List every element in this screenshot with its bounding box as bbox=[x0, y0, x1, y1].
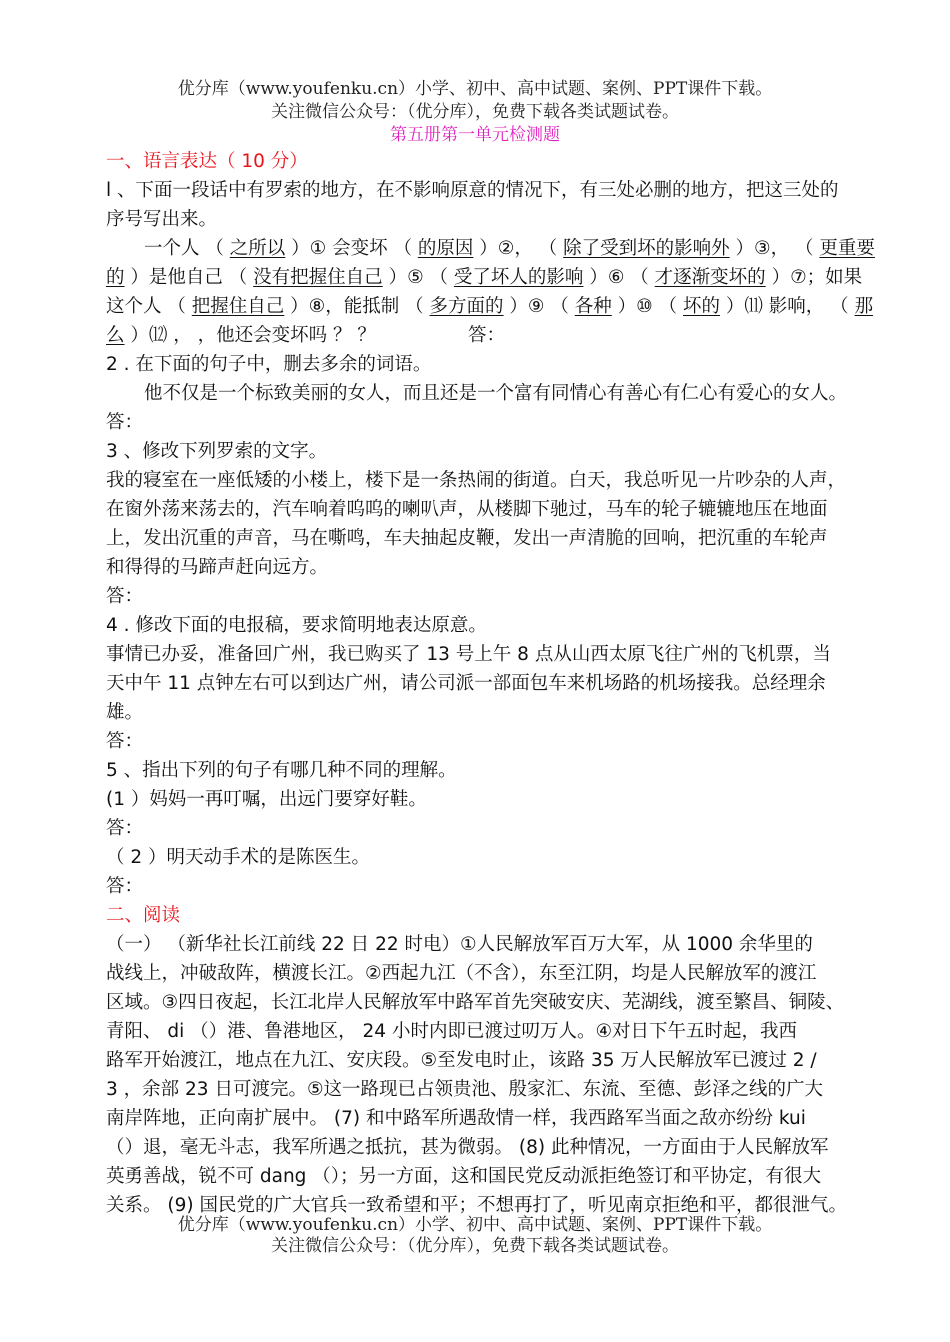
q3-prompt: 3 、修改下列罗索的文字。 bbox=[106, 441, 328, 462]
reading-line: 青阳、 di （）港、鲁港地区， 24 小时内即已渡过叨万人。④对日下午五时起，我西 bbox=[106, 1021, 798, 1042]
reading-line: 3 ，余部 23 日可渡完。⑤这一路现已占领贵池、殷家汇、东流、至德、彭泽之线的广大 bbox=[106, 1079, 824, 1100]
text-run: ）③， （ bbox=[729, 238, 820, 259]
q4-answer-label: 答： bbox=[106, 731, 144, 752]
footer-line-1: 优分库（www.youfenku.cn）小学、初中、高中试题、案例、PPT课件下载。 bbox=[177, 1215, 773, 1235]
q2-sentence: 他不仅是一个标致美丽的女人，而且还是一个富有同情心有善心有仁心有爱心的女人。 bbox=[144, 383, 848, 404]
text-run: 一个人 （ bbox=[144, 238, 230, 259]
q4-prompt: 4 . 修改下面的电报稿，要求简明地表达原意。 bbox=[106, 615, 487, 636]
q1-passage-line-4 bbox=[106, 323, 886, 349]
text-run: ）⑥ （ bbox=[583, 267, 655, 288]
underlined-phrase: 把握住自己 bbox=[191, 296, 285, 317]
underlined-phrase: 受了坏人的影响 bbox=[453, 267, 584, 288]
q5-answer-label-1: 答： bbox=[106, 818, 144, 839]
reading-line: 路军开始渡江，地点在九江、安庆段。⑤至发电时止，该路 35 万人民解放军已渡过 2 / bbox=[106, 1050, 817, 1071]
q4-text-line-2: 天中午 11 点钟左右可以到达广州，请公司派一部面包车来机场路的机场接我。总经理余 bbox=[106, 673, 826, 694]
text-run: ）⑧，能抵制 （ bbox=[284, 296, 430, 317]
section-2-heading: 二、阅读 bbox=[106, 905, 181, 926]
q5-prompt: 5 、指出下列的句子有哪几种不同的理解。 bbox=[106, 760, 457, 781]
q2-prompt: 2 . 在下面的句子中，删去多余的词语。 bbox=[106, 354, 432, 375]
underlined-phrase: 多方面的 bbox=[429, 296, 504, 317]
q1-passage-line-3 bbox=[106, 294, 886, 320]
q3-text-line-1: 我的寝室在一座低矮的小楼上，楼下是一条热闹的街道。白天，我总听见一片吵杂的人声， bbox=[106, 470, 847, 491]
underlined-phrase: 更重要 bbox=[819, 238, 875, 259]
page-title: 第五册第一单元检测题 bbox=[390, 125, 560, 145]
underlined-phrase: 么 bbox=[106, 325, 125, 346]
text-run: ）是他自己 （ bbox=[124, 267, 254, 288]
text-run: 这个人 （ bbox=[106, 296, 192, 317]
q3-text-line-4: 和得得的马蹄声赶向远方。 bbox=[106, 557, 329, 578]
underlined-phrase: 的原因 bbox=[417, 238, 474, 259]
q1-prompt-line-2: 序号写出来。 bbox=[106, 209, 218, 230]
text-run: ）⑤ （ bbox=[382, 267, 454, 288]
reading-line: 关系。 (9) 国民党的广大官兵一致希望和平；不想再打了，听见南京拒绝和平，都很泄气。 bbox=[106, 1195, 847, 1216]
q4-text-line-3: 雄。 bbox=[106, 702, 144, 723]
reading-line: （）退，毫无斗志，我军所遇之抵抗，甚为微弱。 (8) 此种情况，一方面由于人民解放军 bbox=[106, 1137, 829, 1158]
underlined-phrase: 之所以 bbox=[229, 238, 286, 259]
reading-line: 英勇善战，锐不可 dang （）；另一方面，这和国民党反动派拒绝签订和平协定，有很大 bbox=[106, 1166, 822, 1187]
text-run: ）⑿ ， ，他还会变坏吗 ？ ？ bbox=[124, 325, 376, 346]
reading-line: （一） （新华社长江前线 22 日 22 时电）①人民解放军百万大军，从 1000 余华里的 bbox=[106, 934, 813, 955]
underlined-phrase: 才逐渐变坏的 bbox=[654, 267, 766, 288]
header-line-1: 优分库（www.youfenku.cn）小学、初中、高中试题、案例、PPT课件下载。 bbox=[177, 79, 773, 99]
text-run: ）⑩ （ bbox=[611, 296, 684, 317]
text-run: ）⑨ （ bbox=[503, 296, 575, 317]
q4-text-line-1: 事情已办妥，准备回广州，我已购买了 13 号上午 8 点从山西太原飞往广州的飞机票，当 bbox=[106, 644, 831, 665]
text-run: ）① 会变坏 （ bbox=[285, 238, 418, 259]
q3-text-line-3: 上，发出沉重的声音，马在嘶鸣，车夫抽起皮鞭，发出一声清脆的回响，把沉重的车轮声 bbox=[106, 528, 828, 549]
q1-prompt-line-1: l 、下面一段话中有罗索的地方，在不影响原意的情况下，有三处必删的地方，把这三处的 bbox=[106, 180, 839, 201]
q3-answer-label: 答： bbox=[106, 586, 144, 607]
underlined-phrase: 坏的 bbox=[683, 296, 721, 317]
q1-passage-line-1 bbox=[106, 236, 924, 262]
footer-line-2: 关注微信公众号：（优分库），免费下载各类试题试卷。 bbox=[271, 1236, 679, 1256]
text-run: ）⑾ 影响， （ bbox=[720, 296, 855, 317]
header-line-2: 关注微信公众号：（优分库），免费下载各类试题试卷。 bbox=[271, 102, 679, 122]
q5-sentence-2: （ 2 ）明天动手术的是陈医生。 bbox=[106, 847, 371, 868]
reading-line: 战线上，冲破敌阵，横渡长江。②西起九江（不含），东至江阴，均是人民解放军的渡江 bbox=[106, 963, 817, 984]
reading-line: 区域。③四日夜起，长江北岸人民解放军中路军首先突破安庆、芜湖线，渡至繁昌、铜陵、 bbox=[106, 992, 845, 1013]
q1-passage-line-2 bbox=[106, 265, 886, 291]
underlined-phrase: 的 bbox=[106, 267, 125, 288]
underlined-phrase: 没有把握住自己 bbox=[253, 267, 383, 288]
q3-text-line-2: 在窗外荡来荡去的，汽车响着呜呜的喇叭声，从楼脚下驰过，马车的轮子辘辘地压在地面 bbox=[106, 499, 828, 520]
section-1-heading: 一、语言表达（ 10 分） bbox=[106, 151, 308, 172]
underlined-phrase: 那 bbox=[854, 296, 874, 317]
q1-answer-label: 答： bbox=[468, 325, 506, 346]
text-run: ）⑦；如果 bbox=[765, 267, 863, 288]
underlined-phrase: 除了受到坏的影响外 bbox=[563, 238, 730, 259]
q2-answer-label: 答： bbox=[106, 412, 144, 433]
q5-answer-label-2: 答： bbox=[106, 876, 144, 897]
reading-line: 南岸阵地，正向南扩展中。 (7) 和中路军所遇敌情一样，我西路军当面之敌亦纷纷 kui bbox=[106, 1108, 806, 1129]
text-run: ）②， （ bbox=[473, 238, 564, 259]
q5-sentence-1: (1 ）妈妈一再叮嘱，出远门要穿好鞋。 bbox=[106, 789, 427, 810]
underlined-phrase: 各种 bbox=[574, 296, 612, 317]
